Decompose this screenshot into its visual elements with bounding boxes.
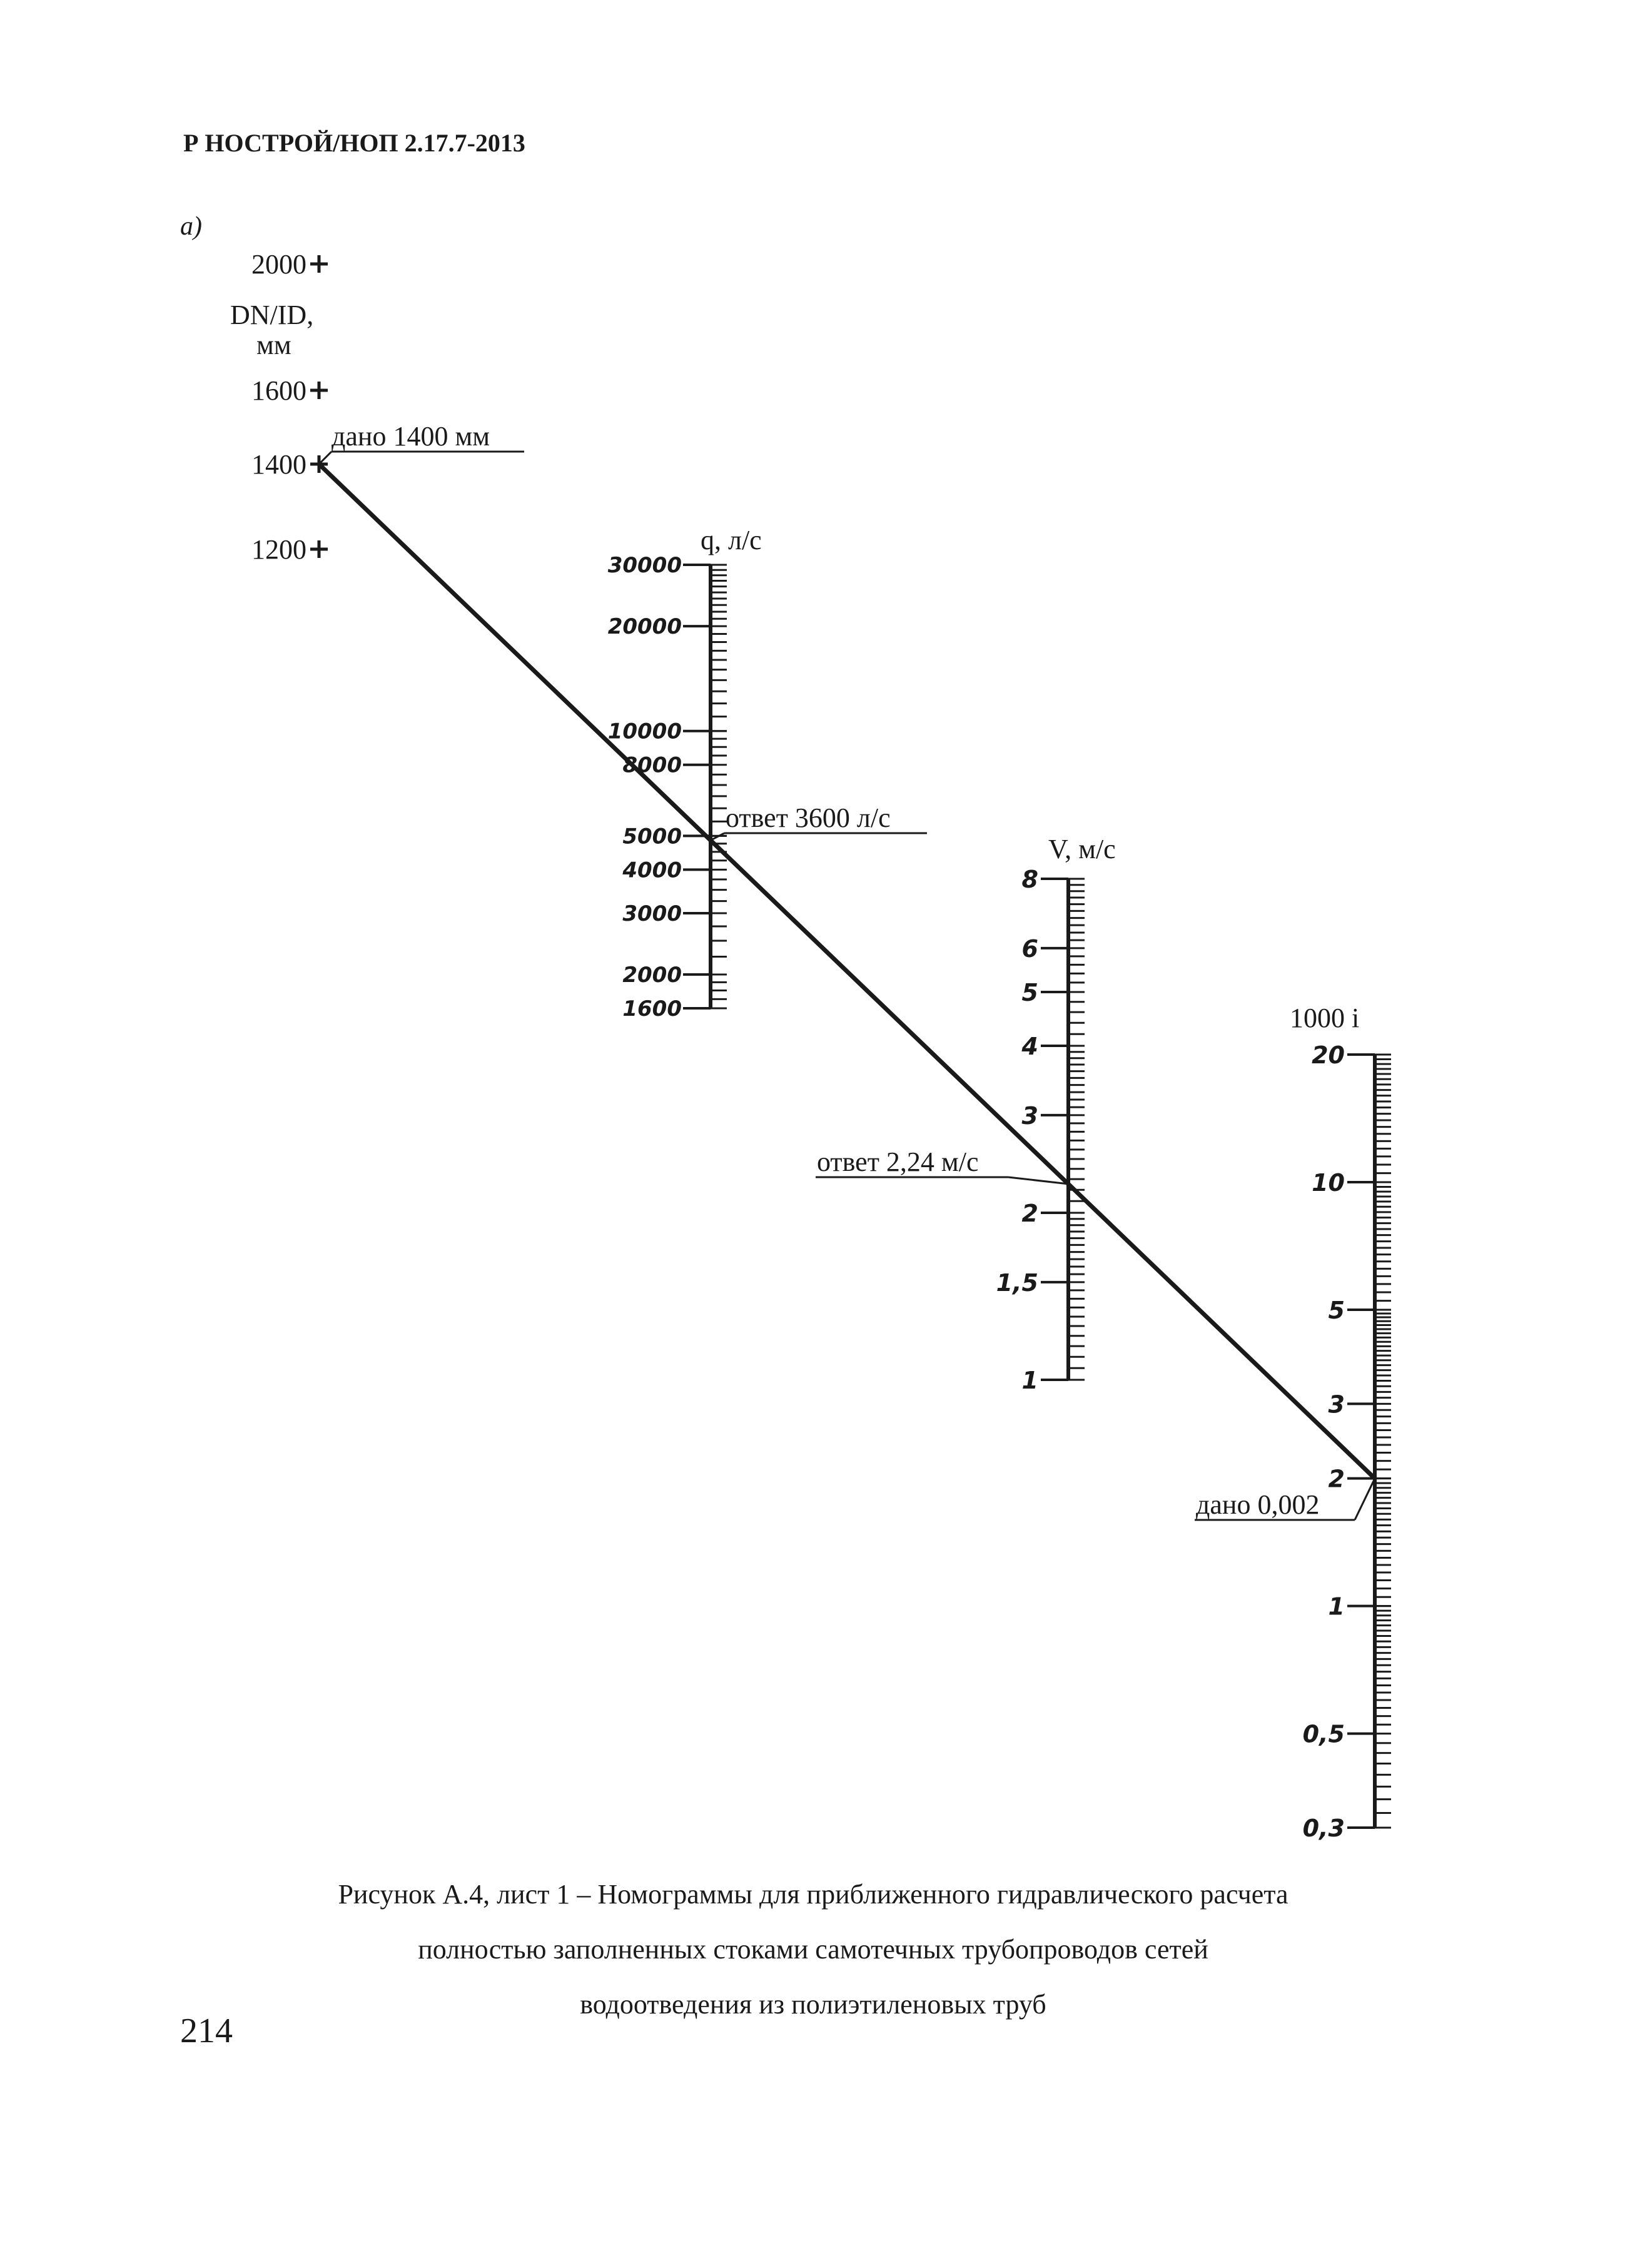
q-tick-label-5000: 5000	[622, 824, 682, 849]
v-tick-label-8: 8	[1021, 866, 1038, 893]
i-tick-label-0,5: 0,5	[1302, 1720, 1345, 1748]
i-tick-label-5: 5	[1328, 1296, 1345, 1324]
i-tick-label-10: 10	[1312, 1168, 1345, 1197]
dn-tick-label-1400: 1400	[251, 449, 306, 480]
annotation-answer-q: ответ 3600 л/с	[726, 802, 891, 833]
annotation-answer-v: ответ 2,24 м/с	[817, 1147, 979, 1177]
i-tick-label-2: 2	[1328, 1465, 1345, 1493]
i-tick-label-3: 3	[1328, 1390, 1345, 1419]
solution-line-group	[319, 452, 1375, 1520]
v-tick-label-1,5: 1,5	[996, 1268, 1038, 1297]
annotation-given-i-leader	[1355, 1479, 1375, 1520]
dn-scale-title: DN/ID,	[230, 300, 314, 330]
scale-labels	[230, 249, 1359, 1842]
caption-line-1: Рисунок А.4, лист 1 – Номограммы для приближенного гидравлического расчета	[338, 1879, 1288, 1910]
annotation-given-dn: дано 1400 мм	[332, 421, 490, 452]
v-tick-label-5: 5	[1021, 979, 1038, 1007]
dn-tick-label-1600: 1600	[251, 375, 306, 406]
v-tick-label-2: 2	[1021, 1200, 1038, 1227]
v-scale-title: V, м/с	[1048, 834, 1116, 864]
document-header: Р НОСТРОЙ/НОП 2.17.7-2013	[183, 129, 525, 157]
annotation-given-i: дано 0,002	[1196, 1489, 1320, 1520]
i-tick-label-20: 20	[1312, 1041, 1345, 1069]
dn-tick-label-2000: 2000	[251, 249, 306, 280]
v-tick-label-3: 3	[1021, 1101, 1038, 1130]
i-tick-label-0,3: 0,3	[1302, 1815, 1345, 1842]
dn-scale-unit: мм	[256, 330, 291, 360]
q-tick-label-3000: 3000	[622, 901, 682, 926]
v-tick-label-1: 1	[1021, 1367, 1038, 1394]
caption-line-2: полностью заполненных стоками самотечных трубопроводов сетей	[418, 1934, 1208, 1965]
q-tick-label-1600: 1600	[622, 996, 682, 1021]
q-scale-title: q, л/с	[701, 525, 762, 555]
figure-caption	[188, 1867, 1439, 2032]
caption-line-3: водоотведения из полиэтиленовых труб	[580, 1989, 1046, 2020]
v-tick-label-4: 4	[1021, 1033, 1038, 1060]
v-tick-label-6: 6	[1021, 934, 1038, 963]
annotation-given-dn-leader	[319, 452, 332, 464]
subfigure-label: а)	[180, 212, 202, 241]
q-tick-label-8000: 8000	[622, 752, 682, 778]
i-tick-label-1: 1	[1328, 1592, 1345, 1621]
dn-tick-label-1200: 1200	[251, 534, 306, 565]
q-tick-label-10000: 10000	[607, 719, 682, 744]
q-tick-label-4000: 4000	[622, 858, 682, 883]
q-tick-label-20000: 20000	[607, 614, 682, 640]
i-scale-title: 1000 i	[1290, 1003, 1360, 1033]
q-tick-label-2000: 2000	[622, 963, 682, 988]
solution-line	[319, 464, 1375, 1479]
page-number: 214	[180, 2012, 233, 2050]
scale-ticks	[310, 255, 1391, 1828]
q-tick-label-30000: 30000	[607, 553, 682, 578]
